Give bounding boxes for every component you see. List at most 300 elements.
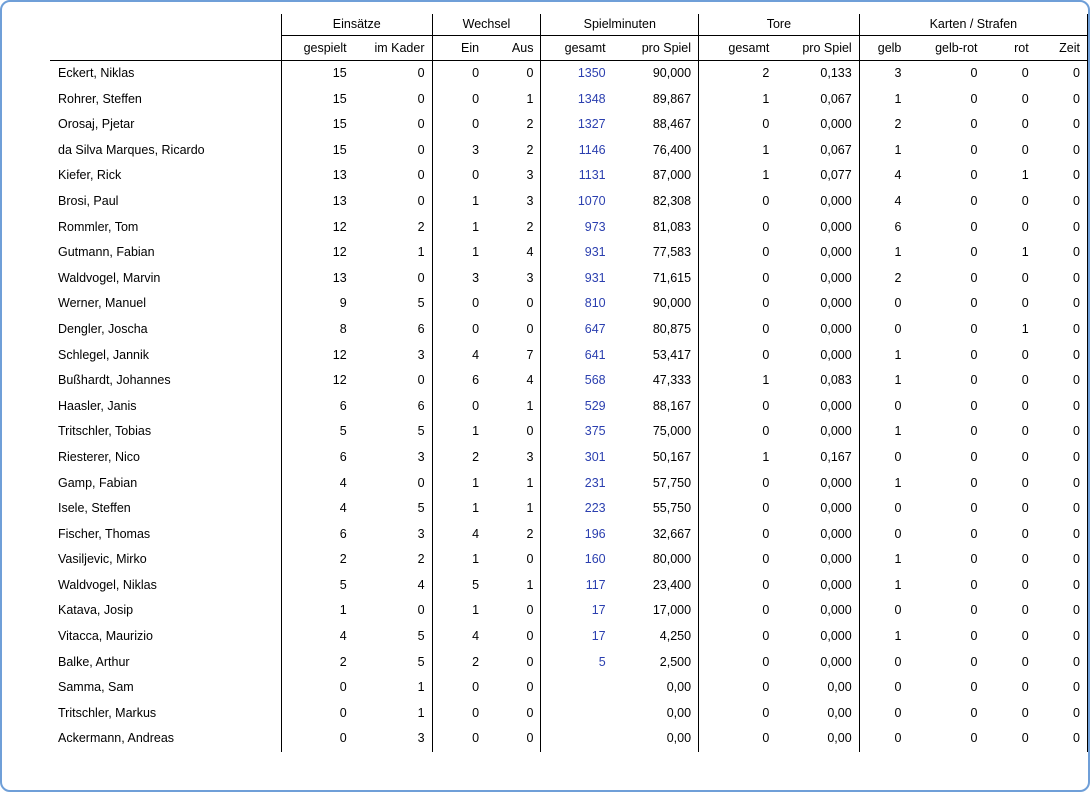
cell-minuten-pro-spiel: 82,308 [652, 193, 692, 208]
cell-tore-gesamt: 0 [699, 573, 777, 599]
cell-zeit: 0 [1036, 87, 1088, 113]
cell-ein: 0 [432, 726, 486, 752]
cell-minuten-gesamt: 17 [541, 598, 613, 624]
cell-gelb-rot: 0 [970, 731, 978, 746]
cell-im-kader: 0 [417, 270, 425, 285]
cell-aus: 0 [526, 731, 534, 746]
group-header-wechsel: Wechsel [432, 14, 541, 36]
cell-tore-pro-spiel: 0,077 [820, 168, 852, 183]
cell-player-name: Rommler, Tom [58, 219, 139, 234]
cell-rot: 0 [1021, 424, 1029, 439]
cell-tore-gesamt: 0 [699, 701, 777, 727]
cell-tore-pro-spiel: 0,000 [820, 321, 852, 336]
table-row[interactable] [50, 675, 1088, 701]
table-row[interactable] [50, 419, 1088, 445]
cell-ein: 0 [432, 61, 486, 87]
table-row[interactable] [50, 87, 1088, 113]
cell-tore-gesamt: 0 [699, 343, 777, 369]
cell-minuten-pro-spiel: 90,000 [652, 296, 692, 311]
cell-gelb-rot: 0 [970, 373, 978, 388]
cell-gelb: 0 [859, 317, 908, 343]
table-row[interactable] [50, 624, 1088, 650]
cell-minuten-pro-spiel: 80,000 [652, 552, 692, 567]
table-row[interactable] [50, 368, 1088, 394]
cell-aus: 0 [526, 629, 534, 644]
cell-im-kader: 0 [417, 168, 425, 183]
cell-im-kader: 0 [417, 91, 425, 106]
cell-gelb: 0 [859, 650, 908, 676]
cell-zeit: 0 [1036, 240, 1088, 266]
cell-minuten-pro-spiel: 0,00 [666, 731, 692, 746]
cell-im-kader: 2 [417, 219, 425, 234]
cell-tore-pro-spiel: 0,000 [820, 577, 852, 592]
cell-aus: 1 [526, 475, 534, 490]
column-header-minuten-gesamt: gesamt [541, 36, 613, 61]
cell-minuten-gesamt: 117 [541, 573, 613, 599]
cell-gelb-rot: 0 [970, 680, 978, 695]
cell-gespielt: 15 [282, 112, 354, 138]
cell-tore-pro-spiel: 0,00 [827, 731, 852, 746]
cell-im-kader: 5 [417, 629, 425, 644]
table-row[interactable] [50, 547, 1088, 573]
cell-aus: 0 [526, 680, 534, 695]
cell-player-name: Waldvogel, Niklas [58, 577, 157, 592]
cell-tore-pro-spiel: 0,067 [820, 91, 852, 106]
cell-zeit: 0 [1036, 317, 1088, 343]
cell-minuten-pro-spiel: 88,467 [652, 117, 692, 132]
cell-rot: 0 [1021, 526, 1029, 541]
table-row[interactable] [50, 291, 1088, 317]
cell-rot: 0 [1021, 347, 1029, 362]
table-column-header-row [50, 36, 1088, 61]
cell-tore-gesamt: 0 [699, 189, 777, 215]
cell-minuten-pro-spiel: 0,00 [666, 705, 692, 720]
table-row[interactable] [50, 163, 1088, 189]
cell-gelb-rot: 0 [970, 577, 978, 592]
cell-gelb: 4 [859, 163, 908, 189]
cell-im-kader: 0 [417, 603, 425, 618]
cell-tore-pro-spiel: 0,133 [820, 66, 852, 80]
cell-tore-pro-spiel: 0,000 [820, 193, 852, 208]
cell-rot: 0 [1021, 142, 1029, 157]
cell-gelb-rot: 0 [970, 142, 978, 157]
column-header-gelb-rot: gelb-rot [908, 36, 984, 61]
cell-minuten-gesamt: 647 [541, 317, 613, 343]
cell-minuten-pro-spiel: 17,000 [652, 603, 692, 618]
cell-tore-gesamt: 0 [699, 624, 777, 650]
cell-gespielt: 5 [282, 419, 354, 445]
cell-gespielt: 4 [282, 471, 354, 497]
cell-ein: 0 [432, 394, 486, 420]
cell-rot: 0 [1021, 654, 1029, 669]
cell-gelb: 4 [859, 189, 908, 215]
cell-aus: 1 [526, 577, 534, 592]
cell-tore-gesamt: 2 [699, 61, 777, 87]
cell-zeit: 0 [1036, 138, 1088, 164]
cell-rot: 0 [1021, 731, 1029, 746]
cell-aus: 0 [526, 603, 534, 618]
cell-minuten-gesamt: 1327 [541, 112, 613, 138]
cell-gelb-rot: 0 [970, 347, 978, 362]
cell-gelb: 1 [859, 624, 908, 650]
cell-player-name: Tritschler, Tobias [58, 424, 152, 439]
cell-minuten-pro-spiel: 57,750 [652, 475, 692, 490]
cell-aus: 3 [526, 193, 534, 208]
cell-gelb-rot: 0 [970, 449, 978, 464]
cell-rot: 0 [1021, 680, 1029, 695]
column-header-tore-gesamt: gesamt [699, 36, 777, 61]
cell-minuten-gesamt: 529 [541, 394, 613, 420]
cell-ein: 1 [432, 496, 486, 522]
table-row[interactable] [50, 215, 1088, 241]
cell-ein: 5 [432, 573, 486, 599]
cell-aus: 0 [526, 552, 534, 567]
table-row[interactable] [50, 598, 1088, 624]
cell-zeit: 0 [1036, 215, 1088, 241]
cell-im-kader: 5 [417, 501, 425, 516]
table-group-header-row [50, 14, 1088, 36]
cell-minuten-gesamt: 160 [541, 547, 613, 573]
cell-gelb-rot: 0 [970, 66, 978, 80]
cell-gelb: 6 [859, 215, 908, 241]
table-row[interactable] [50, 266, 1088, 292]
group-header-einsaetze: Einsätze [282, 14, 433, 36]
cell-tore-pro-spiel: 0,00 [827, 680, 852, 695]
cell-tore-pro-spiel: 0,083 [820, 373, 852, 388]
cell-minuten-pro-spiel: 32,667 [652, 526, 692, 541]
cell-ein: 2 [432, 445, 486, 471]
cell-minuten-pro-spiel: 71,615 [652, 270, 692, 285]
cell-gespielt: 2 [282, 650, 354, 676]
cell-player-name: Orosaj, Pjetar [58, 117, 135, 132]
cell-aus: 1 [526, 501, 534, 516]
cell-zeit: 0 [1036, 624, 1088, 650]
cell-ein: 4 [432, 522, 486, 548]
cell-rot: 0 [1021, 117, 1029, 132]
cell-gelb: 1 [859, 419, 908, 445]
cell-aus: 7 [526, 347, 534, 362]
cell-zeit: 0 [1036, 522, 1088, 548]
cell-tore-gesamt: 1 [699, 368, 777, 394]
cell-im-kader: 0 [417, 193, 425, 208]
cell-gelb: 0 [859, 726, 908, 752]
cell-minuten-gesamt: 568 [541, 368, 613, 394]
cell-zeit: 0 [1036, 726, 1088, 752]
cell-gespielt: 12 [282, 368, 354, 394]
cell-aus: 1 [526, 91, 534, 106]
cell-ein: 3 [432, 266, 486, 292]
column-header-ein: Ein [432, 36, 486, 61]
cell-ein: 1 [432, 598, 486, 624]
cell-minuten-pro-spiel: 4,250 [659, 629, 692, 644]
cell-aus: 1 [526, 398, 534, 413]
cell-minuten-gesamt: 1070 [541, 189, 613, 215]
cell-tore-pro-spiel: 0,000 [820, 398, 852, 413]
cell-minuten-pro-spiel: 88,167 [652, 398, 692, 413]
cell-player-name: Rohrer, Steffen [58, 91, 142, 106]
cell-gelb: 0 [859, 496, 908, 522]
cell-gelb-rot: 0 [970, 168, 978, 183]
cell-aus: 0 [526, 321, 534, 336]
table-row[interactable] [50, 138, 1088, 164]
cell-gelb: 0 [859, 675, 908, 701]
cell-minuten-gesamt [541, 675, 613, 701]
table-row[interactable] [50, 471, 1088, 497]
cell-tore-gesamt: 0 [699, 675, 777, 701]
cell-minuten-pro-spiel: 50,167 [652, 449, 692, 464]
cell-tore-pro-spiel: 0,067 [820, 142, 852, 157]
cell-gespielt: 15 [282, 87, 354, 113]
cell-gelb-rot: 0 [970, 219, 978, 234]
cell-gelb-rot: 0 [970, 321, 978, 336]
cell-im-kader: 4 [417, 577, 425, 592]
cell-aus: 0 [526, 654, 534, 669]
cell-im-kader: 0 [417, 475, 425, 490]
cell-rot: 0 [1021, 705, 1029, 720]
cell-ein: 4 [432, 343, 486, 369]
cell-minuten-pro-spiel: 90,000 [652, 66, 692, 80]
cell-ein: 3 [432, 138, 486, 164]
cell-gespielt: 4 [282, 624, 354, 650]
cell-tore-pro-spiel: 0,000 [820, 629, 852, 644]
table-row[interactable] [50, 61, 1088, 87]
cell-tore-pro-spiel: 0,000 [820, 526, 852, 541]
cell-tore-gesamt: 0 [699, 266, 777, 292]
cell-gespielt: 13 [282, 189, 354, 215]
cell-rot: 0 [1021, 629, 1029, 644]
cell-tore-gesamt: 1 [699, 163, 777, 189]
table-row[interactable] [50, 573, 1088, 599]
cell-gelb-rot: 0 [970, 193, 978, 208]
cell-gespielt: 9 [282, 291, 354, 317]
cell-gespielt: 0 [282, 675, 354, 701]
cell-gelb: 1 [859, 138, 908, 164]
cell-im-kader: 5 [417, 654, 425, 669]
cell-im-kader: 0 [417, 117, 425, 132]
cell-im-kader: 6 [417, 398, 425, 413]
cell-gespielt: 4 [282, 496, 354, 522]
cell-minuten-pro-spiel: 80,875 [652, 321, 692, 336]
cell-gelb-rot: 0 [970, 117, 978, 132]
cell-player-name: Riesterer, Nico [58, 449, 140, 464]
cell-tore-gesamt: 0 [699, 547, 777, 573]
cell-tore-pro-spiel: 0,000 [820, 219, 852, 234]
cell-gespielt: 6 [282, 394, 354, 420]
cell-gespielt: 15 [282, 138, 354, 164]
cell-minuten-gesamt: 5 [541, 650, 613, 676]
cell-aus: 0 [526, 66, 534, 80]
cell-player-name: Isele, Steffen [58, 501, 131, 516]
cell-minuten-gesamt: 641 [541, 343, 613, 369]
cell-ein: 0 [432, 701, 486, 727]
cell-zeit: 0 [1036, 650, 1088, 676]
cell-minuten-gesamt: 931 [541, 240, 613, 266]
cell-minuten-gesamt: 17 [541, 624, 613, 650]
cell-aus: 3 [526, 168, 534, 183]
cell-im-kader: 0 [417, 142, 425, 157]
cell-tore-pro-spiel: 0,000 [820, 654, 852, 669]
cell-gelb: 1 [859, 573, 908, 599]
table-row[interactable] [50, 445, 1088, 471]
cell-gespielt: 13 [282, 266, 354, 292]
column-header-zeit: Zeit [1036, 36, 1088, 61]
cell-ein: 2 [432, 650, 486, 676]
cell-gelb: 2 [859, 112, 908, 138]
cell-zeit: 0 [1036, 419, 1088, 445]
cell-gelb: 1 [859, 240, 908, 266]
cell-gelb-rot: 0 [970, 91, 978, 106]
cell-tore-gesamt: 0 [699, 112, 777, 138]
cell-zeit: 0 [1036, 368, 1088, 394]
cell-gelb: 1 [859, 368, 908, 394]
cell-zeit: 0 [1036, 573, 1088, 599]
cell-gelb-rot: 0 [970, 705, 978, 720]
cell-minuten-gesamt: 1131 [541, 163, 613, 189]
cell-im-kader: 0 [417, 66, 425, 80]
cell-rot: 0 [1021, 475, 1029, 490]
column-header-gespielt: gespielt [282, 36, 354, 61]
cell-rot: 0 [1021, 219, 1029, 234]
cell-minuten-pro-spiel: 81,083 [652, 219, 692, 234]
cell-minuten-pro-spiel: 76,400 [652, 142, 692, 157]
cell-tore-gesamt: 0 [699, 496, 777, 522]
cell-gespielt: 8 [282, 317, 354, 343]
table-row[interactable] [50, 112, 1088, 138]
cell-gelb: 1 [859, 87, 908, 113]
cell-ein: 0 [432, 291, 486, 317]
cell-aus: 3 [526, 449, 534, 464]
cell-gespielt: 13 [282, 163, 354, 189]
cell-gespielt: 12 [282, 343, 354, 369]
cell-aus: 4 [526, 373, 534, 388]
cell-gelb: 2 [859, 266, 908, 292]
cell-minuten-pro-spiel: 47,333 [652, 373, 692, 388]
cell-gelb: 0 [859, 598, 908, 624]
cell-ein: 4 [432, 624, 486, 650]
cell-zeit: 0 [1036, 471, 1088, 497]
cell-im-kader: 1 [417, 680, 425, 695]
cell-gelb-rot: 0 [970, 296, 978, 311]
cell-zeit: 0 [1036, 394, 1088, 420]
cell-rot: 0 [1021, 501, 1029, 516]
cell-gespielt: 12 [282, 215, 354, 241]
cell-minuten-pro-spiel: 0,00 [666, 680, 692, 695]
cell-aus: 3 [526, 270, 534, 285]
cell-rot: 0 [1021, 296, 1029, 311]
cell-player-name: Kiefer, Rick [58, 168, 122, 183]
cell-tore-pro-spiel: 0,000 [820, 245, 852, 260]
cell-ein: 0 [432, 317, 486, 343]
cell-ein: 1 [432, 471, 486, 497]
cell-minuten-gesamt: 301 [541, 445, 613, 471]
cell-aus: 2 [526, 526, 534, 541]
table-row[interactable] [50, 701, 1088, 727]
cell-minuten-gesamt: 1146 [541, 138, 613, 164]
group-header-spielminuten: Spielminuten [541, 14, 699, 36]
cell-minuten-gesamt: 973 [541, 215, 613, 241]
cell-gespielt: 2 [282, 547, 354, 573]
cell-ein: 0 [432, 675, 486, 701]
table-row[interactable] [50, 240, 1088, 266]
cell-ein: 1 [432, 240, 486, 266]
table-body [50, 61, 1088, 753]
cell-minuten-gesamt: 810 [541, 291, 613, 317]
cell-minuten-gesamt: 1348 [541, 87, 613, 113]
cell-ein: 1 [432, 189, 486, 215]
table-row[interactable] [50, 496, 1088, 522]
cell-gelb-rot: 0 [970, 245, 978, 260]
cell-rot: 0 [1021, 66, 1029, 80]
cell-zeit: 0 [1036, 291, 1088, 317]
cell-minuten-gesamt: 931 [541, 266, 613, 292]
cell-tore-gesamt: 0 [699, 291, 777, 317]
cell-gelb: 3 [859, 61, 908, 87]
table-row[interactable] [50, 394, 1088, 420]
column-header-gelb: gelb [859, 36, 908, 61]
cell-player-name: Schlegel, Jannik [58, 347, 150, 362]
cell-aus: 0 [526, 424, 534, 439]
cell-tore-pro-spiel: 0,000 [820, 347, 852, 362]
table-row[interactable] [50, 317, 1088, 343]
cell-gelb: 0 [859, 445, 908, 471]
cell-ein: 1 [432, 215, 486, 241]
table-row[interactable] [50, 726, 1088, 752]
cell-tore-gesamt: 0 [699, 471, 777, 497]
column-header-aus: Aus [486, 36, 541, 61]
table-row[interactable] [50, 522, 1088, 548]
cell-gelb: 0 [859, 701, 908, 727]
group-header-karten-strafen: Karten / Strafen [859, 14, 1087, 36]
cell-im-kader: 3 [417, 449, 425, 464]
cell-minuten-gesamt: 1350 [541, 61, 613, 87]
cell-rot: 0 [1021, 449, 1029, 464]
cell-minuten-pro-spiel: 53,417 [652, 347, 692, 362]
cell-gelb-rot: 0 [970, 270, 978, 285]
cell-minuten-gesamt: 223 [541, 496, 613, 522]
cell-player-name: Vitacca, Maurizio [58, 629, 153, 644]
cell-rot: 1 [1021, 245, 1029, 260]
table-row[interactable] [50, 189, 1088, 215]
cell-tore-gesamt: 0 [699, 215, 777, 241]
table-row[interactable] [50, 650, 1088, 676]
cell-player-name: Gutmann, Fabian [58, 245, 155, 260]
cell-player-name: Balke, Arthur [58, 654, 130, 669]
cell-player-name: Tritschler, Markus [58, 705, 157, 720]
cell-tore-pro-spiel: 0,000 [820, 270, 852, 285]
cell-im-kader: 1 [417, 705, 425, 720]
cell-gespielt: 0 [282, 701, 354, 727]
cell-tore-pro-spiel: 0,167 [820, 449, 852, 464]
cell-aus: 0 [526, 296, 534, 311]
cell-tore-gesamt: 0 [699, 522, 777, 548]
cell-minuten-gesamt [541, 726, 613, 752]
cell-tore-gesamt: 0 [699, 419, 777, 445]
cell-tore-pro-spiel: 0,000 [820, 475, 852, 490]
cell-tore-pro-spiel: 0,000 [820, 424, 852, 439]
group-header-tore: Tore [699, 14, 860, 36]
cell-gespielt: 15 [282, 61, 354, 87]
table-row[interactable] [50, 343, 1088, 369]
cell-minuten-gesamt: 375 [541, 419, 613, 445]
cell-im-kader: 3 [417, 347, 425, 362]
cell-aus: 4 [526, 245, 534, 260]
cell-im-kader: 5 [417, 424, 425, 439]
cell-ein: 1 [432, 547, 486, 573]
cell-player-name: Brosi, Paul [58, 193, 119, 208]
column-header-tore-pro-spiel: pro Spiel [776, 36, 859, 61]
cell-player-name: da Silva Marques, Ricardo [58, 142, 205, 157]
cell-gespielt: 0 [282, 726, 354, 752]
